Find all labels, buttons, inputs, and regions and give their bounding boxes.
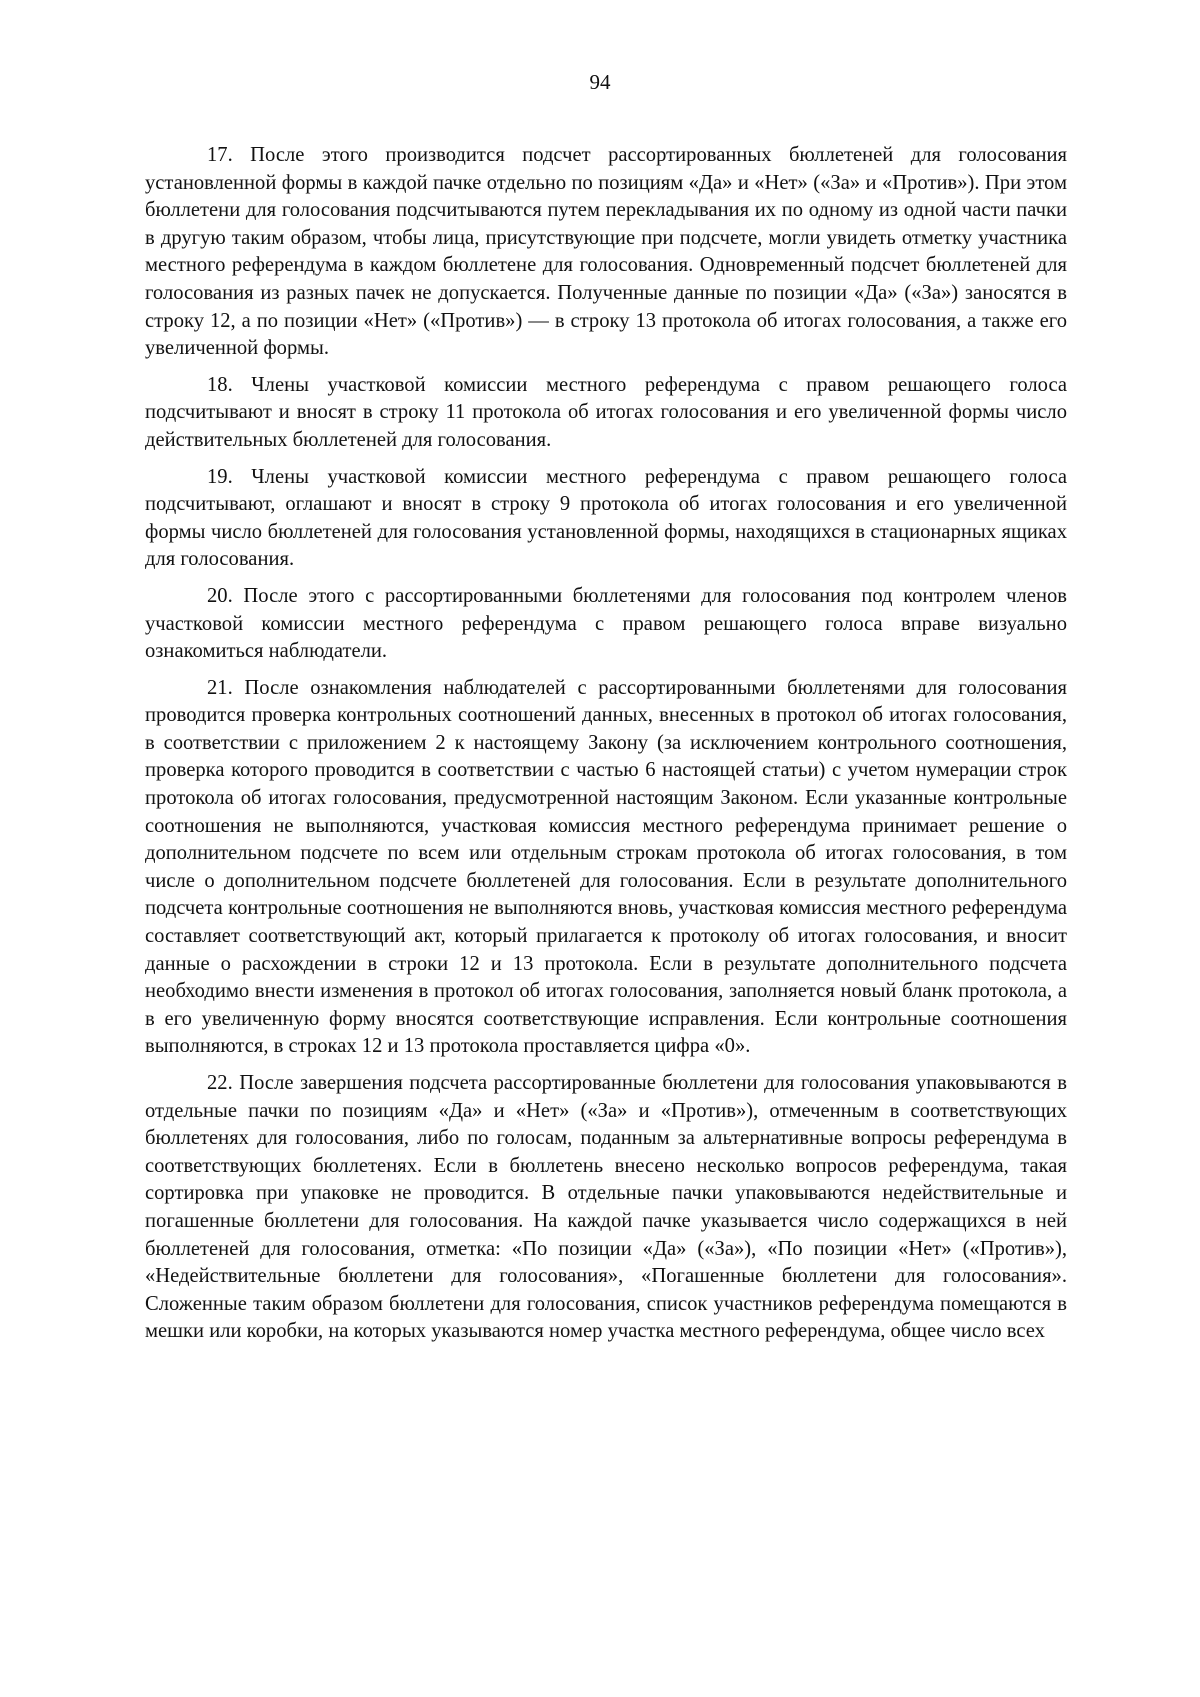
paragraph-19: 19. Члены участковой комиссии местного референдума с правом решающего голоса подсчитывают, оглашают и вносят в строку 9 протокола об итогах голосования и его увеличенной формы число бюллетеней для голосования установленной формы, находящихся в стационарных ящиках для голосования. (145, 465, 1067, 571)
paragraph-18: 18. Члены участковой комиссии местного референдума с правом решающего голоса подсчитывают и вносят в строку 11 протокола об итогах голосования и его увеличенной формы число действительных бюллетеней для голосования. (145, 373, 1067, 451)
paragraph-17: 17. После этого производится подсчет рассортированных бюллетеней для голосования установленной формы в каждой пачке отдельно по позициям «Да» и «Нет» («За» и «Против»). При этом бюллетени для голосования подсчитываются путем перекладывания их по одному из одной части пачки в другую таким образом, чтобы лица, присутствующие при подсчете, могли увидеть отметку участника местного референдума в каждом бюллетене для голосования. Одновременный подсчет бюллетеней для голосования из разных пачек не допускается. Полученные данные по позиции «Да» («За») заносятся в строку 12, а по позиции «Нет» («Против») — в строку 13 протокола об итогах голосования, а также его увеличенной формы. (145, 144, 1067, 360)
paragraph-21: 21. После ознакомления наблюдателей с рассортированными бюллетенями для голосования проводится проверка контрольных соотношений данных, внесенных в протокол об итогах голосования, в соответствии с приложением 2 к настоящему Закону (за исключением контрольного соотношения, проверка которого проводится в соответствии с частью 6 настоящей статьи) с учетом нумерации строк протокола об итогах голосования, предусмотренной настоящим Законом. Если указанные контрольные соотношения не выполняются, участковая комиссия местного референдума принимает решение о дополнительном подсчете по всем или отдельным строкам протокола об итогах голосования, в том числе о дополнительном подсчете бюллетеней для голосования. Если в результате дополнительного подсчета контрольные соотношения не выполняются вновь, участковая комиссия местного референдума составляет соответствующий акт, который прилагается к протоколу об итогах голосования, и вносит данные о расхождении в строки 12 и 13 протокола. Если в результате дополнительного подсчета необходимо внести изменения в протокол об итогах голосования, заполняется новый бланк протокола, а в его увеличенную форму вносятся соответствующие исправления. Если контрольные соотношения выполняются, в строках 12 и 13 протокола проставляется цифра «0». (145, 676, 1067, 1058)
page-number: 94 (589, 70, 611, 94)
paragraph-22: 22. После завершения подсчета рассортированные бюллетени для голосования упаковываются в отдельные пачки по позициям «Да» и «Нет» («За» и «Против»), отмеченным в соответствующих бюллетенях для голосования, либо по голосам, поданным за альтернативные вопросы референдума в соответствующих бюллетенях. Если в бюллетень внесено несколько вопросов референдума, такая сортировка при упаковке не проводится. В отдельные пачки упаковываются недействительные и погашенные бюллетени для голосования. На каждой пачке указывается число содержащихся в ней бюллетеней для голосования, отметка: «По позиции «Да» («За»), «По позиции «Нет» («Против»), «Недействительные бюллетени для голосования», «Погашенные бюллетени для голосования». Сложенные таким образом бюллетени для голосования, список участников референдума помещаются в мешки или коробки, на которых указываются номер участка местного референдума, общее число всех (145, 1072, 1067, 1343)
document-body (145, 142, 1067, 1346)
paragraph-20: 20. После этого с рассортированными бюллетенями для голосования под контролем членов участковой комиссии местного референдума с правом решающего голоса вправе визуально ознакомиться наблюдатели. (145, 584, 1067, 663)
